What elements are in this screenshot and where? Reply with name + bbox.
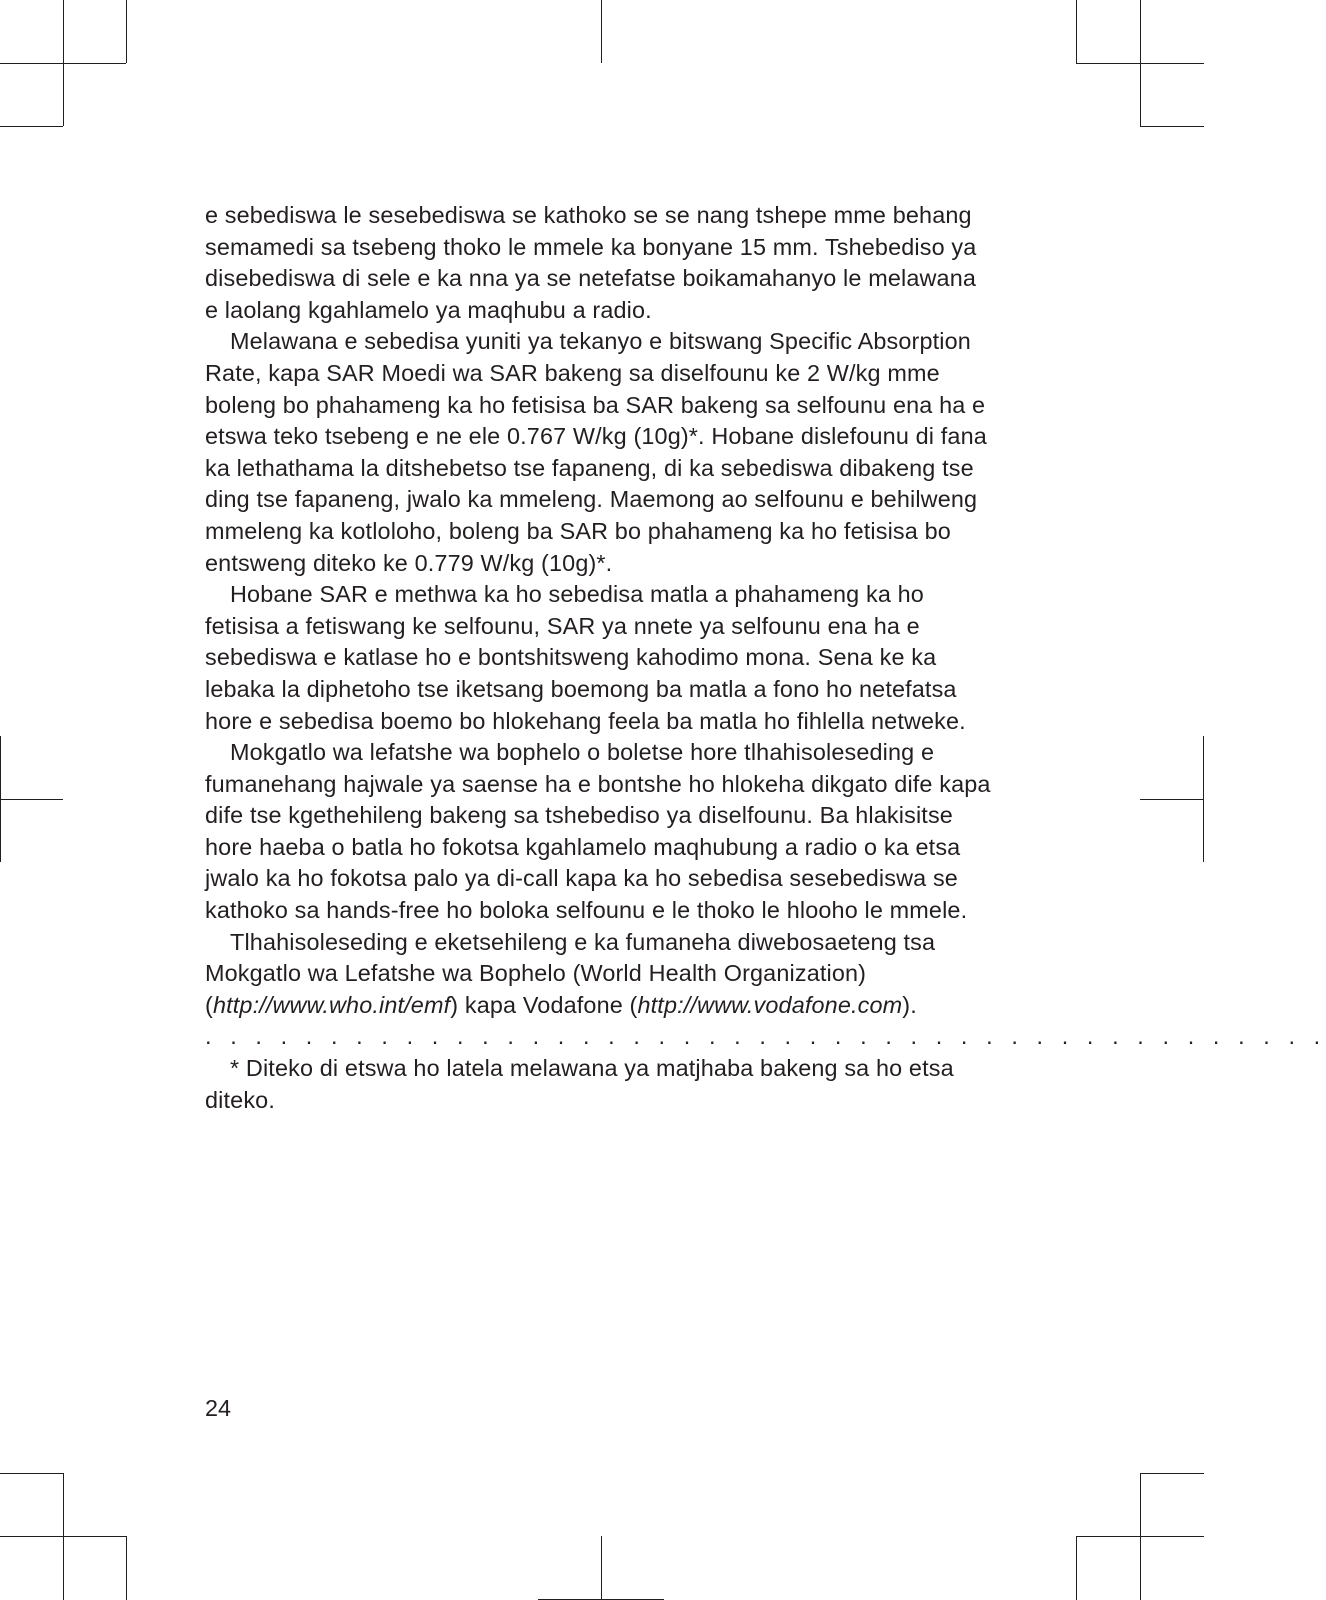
vodafone-link[interactable]: http://www.vodafone.com [637,991,903,1018]
paragraph-sar-measurement: Hobane SAR e methwa ka ho sebedisa matla a phahameng ka ho fetisisa a fetiswang ke selfounu, SAR ya nnete ya selfounu ena ha e sebediswa e katlase ho e bontshitsweng kahodimo mona. Sena ke ka lebaka la diphetoho tse iketsang boemong ba matla a fono ho netefatsa hore e sebedisa boemo bo hlokehang feela ba matla ho fihlella netweke. [205,581,966,734]
more-info-text: ). [902,991,917,1018]
crop-mark [126,1536,127,1600]
more-info-text: Tlhahisoleseding e eketsehileng e ka fumaneha diwebosaeteng tsa Mokgatlo wa Lefatshe wa Bophelo (World Health Organization) ( [205,928,936,1018]
crop-mark [1140,1473,1204,1474]
crop-mark [601,0,602,63]
crop-mark [0,1473,63,1474]
dotted-divider: . . . . . . . . . . . . . . . . . . . . . . . . . . . . . . . . . . . . . . . . . . . . . [205,1023,1326,1050]
paragraph-sar-limits: Melawana e sebedisa yuniti ya tekanyo e bitswang Specific Absorption Rate, kapa SAR Moedi wa SAR bakeng sa diselfounu ke 2 W/kg mme boleng bo phahameng ka ho fetisisa ba SAR bakeng sa selfounu ena ha e etswa teko tsebeng e ne ele 0.767 W/kg (10g)*. Hobane dislefounu di fana ka lethathama la ditshebetso tse fapaneng, di ka sebediswa dibakeng tse ding tse fapaneng, jwalo ka mmeleng. Maemong ao selfounu e behilweng mmeleng ka kotloloho, boleng ba SAR bo phahameng ka ho fetisisa bo entsweng diteko ke 0.779 W/kg (10g)*. [205,328,987,576]
paragraph-continued: e sebediswa le sesebediswa se kathoko se se nang tshepe mme behang semamedi sa tsebeng thoko le mmele ka bonyane 15 mm. Tshebediso ya disebediswa di sele e ka nna ya se netefatse boikamahanyo le melawana e laolang kgahlamelo ya maqhubu a radio. [205,202,977,323]
crop-mark [1076,1536,1077,1600]
crop-mark [1076,63,1204,64]
page-number: 24 [205,1395,232,1421]
crop-mark [1076,0,1077,63]
crop-mark [1140,126,1204,127]
crop-mark [1140,1473,1141,1600]
crop-mark [0,126,63,127]
crop-mark [0,799,63,800]
who-link[interactable]: http://www.who.int/emf [212,991,451,1018]
crop-mark [601,1536,602,1600]
body-text [205,200,1326,1116]
crop-mark [63,1473,64,1600]
crop-mark [0,63,126,64]
paragraph-who-advice: Mokgatlo wa lefatshe wa bophelo o boletse hore tlhahisoleseding e fumanehang hajwale ya saense ha e bontshe ho hlokeha dikgato dife kapa dife tse kgethehileng bakeng sa tshebediso ya diselfounu. Ba hlakisitse hore haeba o batla ho fokotsa kgahlamelo maqhubung a radio o ka etsa jwalo ka ho fokotsa palo ya di-call kapa ka ho sebedisa sesebediswa se kathoko sa hands-free ho boloka selfounu e le thoko le hlooho le mmele. [205,739,991,924]
footnote: * Diteko di etswa ho latela melawana ya matjhaba bakeng sa ho etsa diteko. [205,1055,954,1113]
crop-mark [1140,799,1204,800]
paragraph-more-info [205,927,995,1022]
crop-mark [126,0,127,63]
more-info-text: ) kapa Vodafone ( [450,991,638,1018]
